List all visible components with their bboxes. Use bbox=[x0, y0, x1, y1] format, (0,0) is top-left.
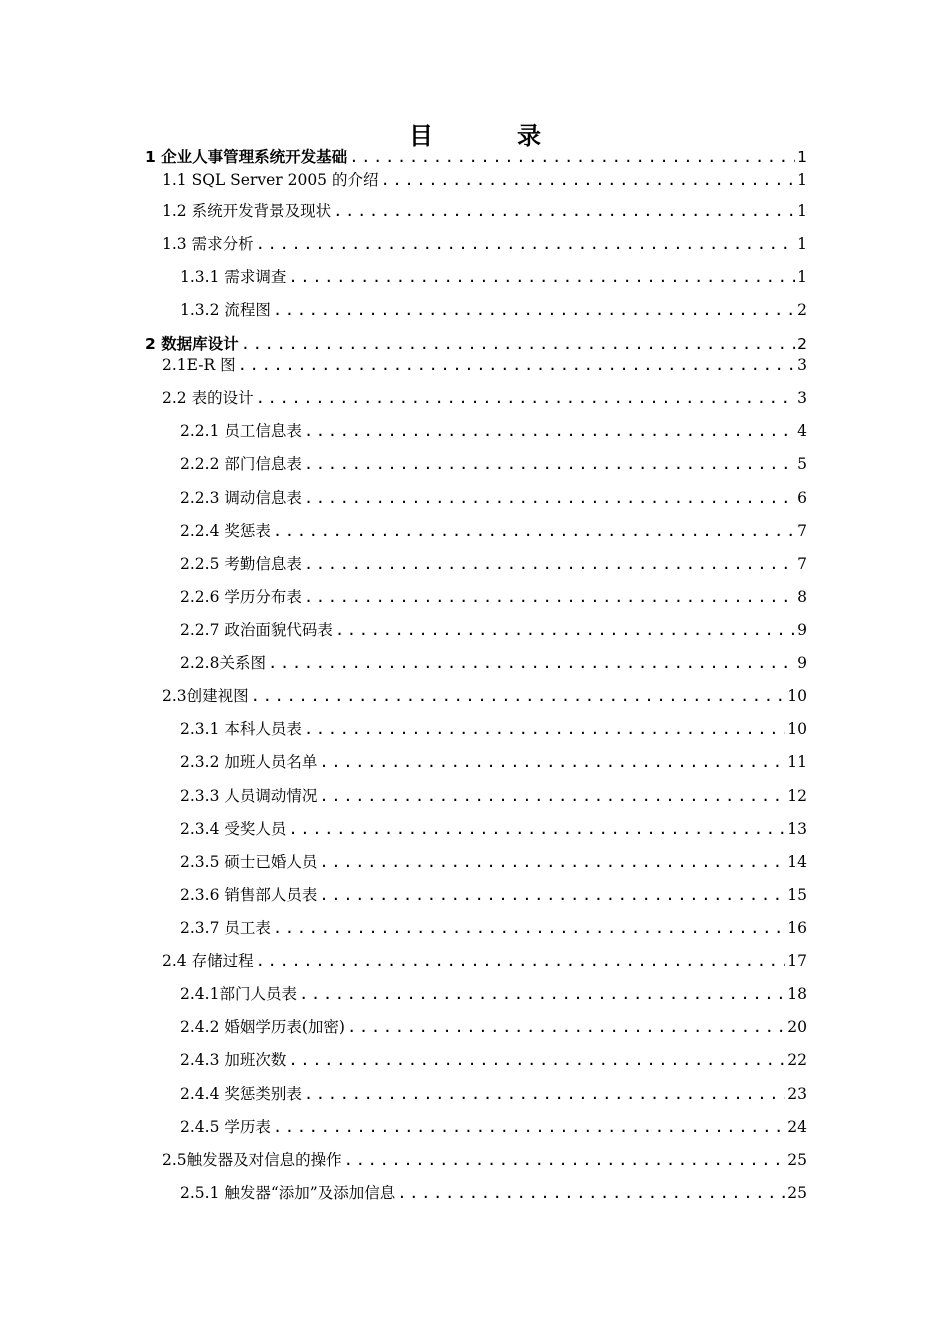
toc-entry[interactable] bbox=[180, 751, 807, 773]
toc-dot-leader bbox=[288, 818, 785, 840]
toc-entry-title: 1 企业人事管理系统开发基础 bbox=[145, 148, 348, 166]
toc-dot-leader bbox=[273, 917, 785, 939]
toc-entry-title: 2.4.1部门人员表 bbox=[180, 985, 297, 1003]
toc-entry-page: 23 bbox=[787, 1085, 807, 1103]
toc-entry-title: 2.2.3 调动信息表 bbox=[180, 489, 302, 507]
toc-entry-page: 9 bbox=[797, 621, 807, 639]
toc-dot-leader bbox=[273, 520, 795, 542]
toc-dot-leader bbox=[319, 785, 785, 807]
toc-entry-page: 22 bbox=[787, 1051, 807, 1069]
toc-entry-title: 2.4.3 加班次数 bbox=[180, 1051, 287, 1069]
toc-dot-leader bbox=[268, 652, 795, 674]
toc-entry-title: 1.3.2 流程图 bbox=[180, 301, 271, 319]
toc-entry-page: 20 bbox=[787, 1018, 807, 1036]
toc-entry-page: 16 bbox=[787, 919, 807, 937]
toc-dot-leader bbox=[273, 299, 795, 321]
toc-entry-page: 6 bbox=[797, 489, 807, 507]
toc-entry-title: 2.2.5 考勤信息表 bbox=[180, 555, 302, 573]
toc-dot-leader bbox=[304, 718, 785, 740]
toc-entry-page: 18 bbox=[787, 985, 807, 1003]
toc-entry-title: 2.5触发器及对信息的操作 bbox=[162, 1151, 342, 1169]
toc-dot-leader bbox=[238, 354, 795, 376]
toc-entry-title: 2.3.4 受奖人员 bbox=[180, 820, 287, 838]
toc-entry-title: 2.4 存储过程 bbox=[162, 952, 254, 970]
toc-entry-page: 25 bbox=[787, 1151, 807, 1169]
toc-entry[interactable] bbox=[162, 169, 807, 191]
toc-entry-page: 25 bbox=[787, 1184, 807, 1202]
toc-entry[interactable] bbox=[162, 685, 807, 707]
toc-entry[interactable] bbox=[180, 487, 807, 509]
toc-dot-leader bbox=[299, 983, 785, 1005]
toc-entry-page: 3 bbox=[797, 389, 807, 407]
toc-entry-title: 2.3.3 人员调动情况 bbox=[180, 787, 318, 805]
toc-entry-title: 2.3.6 销售部人员表 bbox=[180, 886, 318, 904]
toc-entry-page: 14 bbox=[787, 853, 807, 871]
toc-entry-page: 3 bbox=[797, 356, 807, 374]
toc-entry[interactable] bbox=[180, 520, 807, 542]
toc-entry[interactable] bbox=[180, 266, 807, 288]
toc-dot-leader bbox=[256, 387, 795, 409]
toc-entry-title: 2.3.7 员工表 bbox=[180, 919, 271, 937]
toc-entry-page: 17 bbox=[787, 952, 807, 970]
toc-entry-page: 11 bbox=[787, 753, 807, 771]
toc-dot-leader bbox=[344, 1149, 786, 1171]
toc-entry[interactable] bbox=[180, 1083, 807, 1105]
toc-entry[interactable] bbox=[180, 586, 807, 608]
toc-entry[interactable] bbox=[145, 146, 807, 168]
toc-entry[interactable] bbox=[180, 652, 807, 674]
toc-entry-title: 2.3创建视图 bbox=[162, 687, 249, 705]
toc-entry-title: 2 数据库设计 bbox=[145, 335, 239, 353]
toc-entry[interactable] bbox=[180, 785, 807, 807]
toc-entry[interactable] bbox=[180, 420, 807, 442]
toc-dot-leader bbox=[319, 884, 785, 906]
toc-entry[interactable] bbox=[162, 1149, 807, 1171]
toc-entry-page: 15 bbox=[787, 886, 807, 904]
toc-entry[interactable] bbox=[162, 387, 807, 409]
toc-dot-leader bbox=[319, 851, 785, 873]
toc-entry-title: 2.1E-R 图 bbox=[162, 356, 236, 374]
toc-entry-page: 1 bbox=[797, 171, 807, 189]
toc-entry-title: 2.2 表的设计 bbox=[162, 389, 254, 407]
toc-entry-title: 2.2.7 政治面貌代码表 bbox=[180, 621, 333, 639]
toc-dot-leader bbox=[288, 266, 795, 288]
toc-dot-leader bbox=[333, 200, 795, 222]
toc-entry-page: 4 bbox=[797, 422, 807, 440]
toc-entry-page: 10 bbox=[787, 687, 807, 705]
toc-entry[interactable] bbox=[180, 983, 807, 1005]
toc-entry-title: 2.2.8关系图 bbox=[180, 654, 266, 672]
toc-entry[interactable] bbox=[180, 818, 807, 840]
toc-entry[interactable] bbox=[162, 354, 807, 376]
toc-entry-page: 10 bbox=[787, 720, 807, 738]
toc-entry-page: 8 bbox=[797, 588, 807, 606]
toc-entry[interactable] bbox=[180, 851, 807, 873]
toc-dot-leader bbox=[304, 1083, 785, 1105]
toc-entry-title: 2.2.2 部门信息表 bbox=[180, 455, 302, 473]
toc-entry[interactable] bbox=[162, 200, 807, 222]
toc-entry-title: 1.1 SQL Server 2005 的介绍 bbox=[162, 171, 379, 189]
toc-title: 目 录 bbox=[409, 122, 571, 150]
toc-entry[interactable] bbox=[180, 453, 807, 475]
toc-entry-page: 7 bbox=[797, 522, 807, 540]
toc-dot-leader bbox=[304, 420, 795, 442]
toc-entry[interactable] bbox=[180, 299, 807, 321]
toc-entry-title: 2.2.4 奖惩表 bbox=[180, 522, 271, 540]
toc-dot-leader bbox=[304, 586, 795, 608]
toc-entry[interactable] bbox=[180, 619, 807, 641]
toc-entry-page: 1 bbox=[797, 268, 807, 286]
toc-entry[interactable] bbox=[180, 1116, 807, 1138]
toc-entry-page: 13 bbox=[787, 820, 807, 838]
toc-dot-leader bbox=[251, 685, 786, 707]
toc-dot-leader bbox=[304, 453, 795, 475]
toc-entry-title: 1.2 系统开发背景及现状 bbox=[162, 202, 332, 220]
toc-entry[interactable] bbox=[180, 718, 807, 740]
toc-dot-leader bbox=[397, 1182, 785, 1204]
toc-entry-title: 2.2.1 员工信息表 bbox=[180, 422, 302, 440]
toc-entry-title: 2.4.2 婚姻学历表(加密) bbox=[180, 1018, 345, 1036]
toc-entry-title: 1.3 需求分析 bbox=[162, 235, 254, 253]
toc-entry-title: 2.3.5 硕士已婚人员 bbox=[180, 853, 318, 871]
toc-entry-page: 7 bbox=[797, 555, 807, 573]
toc-entry[interactable] bbox=[180, 1182, 807, 1204]
toc-dot-leader bbox=[256, 950, 786, 972]
toc-dot-leader bbox=[319, 751, 785, 773]
toc-entry[interactable] bbox=[180, 1016, 807, 1038]
toc-entry-page: 2 bbox=[797, 335, 807, 353]
toc-entry[interactable] bbox=[180, 917, 807, 939]
toc-dot-leader bbox=[380, 169, 795, 191]
toc-entry-title: 2.4.4 奖惩类别表 bbox=[180, 1085, 302, 1103]
toc-entry[interactable] bbox=[180, 884, 807, 906]
toc-entry[interactable] bbox=[162, 233, 807, 255]
toc-dot-leader bbox=[288, 1049, 785, 1071]
toc-dot-leader bbox=[241, 333, 795, 355]
toc-entry-page: 1 bbox=[797, 148, 807, 166]
toc-entry-page: 2 bbox=[797, 301, 807, 319]
toc-entry-title: 2.3.2 加班人员名单 bbox=[180, 753, 318, 771]
toc-entry-title: 2.3.1 本科人员表 bbox=[180, 720, 302, 738]
toc-dot-leader bbox=[256, 233, 795, 255]
toc-dot-leader bbox=[304, 553, 795, 575]
toc-dot-leader bbox=[347, 1016, 785, 1038]
toc-entry[interactable] bbox=[145, 333, 807, 355]
toc-dot-leader bbox=[304, 487, 795, 509]
toc-entry-title: 1.3.1 需求调查 bbox=[180, 268, 287, 286]
toc-entry-title: 2.2.6 学历分布表 bbox=[180, 588, 302, 606]
toc-dot-leader bbox=[273, 1116, 785, 1138]
toc-entry-page: 12 bbox=[787, 787, 807, 805]
toc-entry-page: 9 bbox=[797, 654, 807, 672]
toc-entry-page: 1 bbox=[797, 235, 807, 253]
toc-dot-leader bbox=[335, 619, 795, 641]
toc-entry[interactable] bbox=[180, 553, 807, 575]
toc-entry[interactable] bbox=[162, 950, 807, 972]
toc-entry-page: 5 bbox=[797, 455, 807, 473]
toc-entry-page: 1 bbox=[797, 202, 807, 220]
toc-entry[interactable] bbox=[180, 1049, 807, 1071]
toc-entry-title: 2.4.5 学历表 bbox=[180, 1118, 271, 1136]
toc-dot-leader bbox=[349, 146, 795, 168]
toc-entry-title: 2.5.1 触发器“添加”及添加信息 bbox=[180, 1184, 396, 1202]
toc-entry-page: 24 bbox=[787, 1118, 807, 1136]
